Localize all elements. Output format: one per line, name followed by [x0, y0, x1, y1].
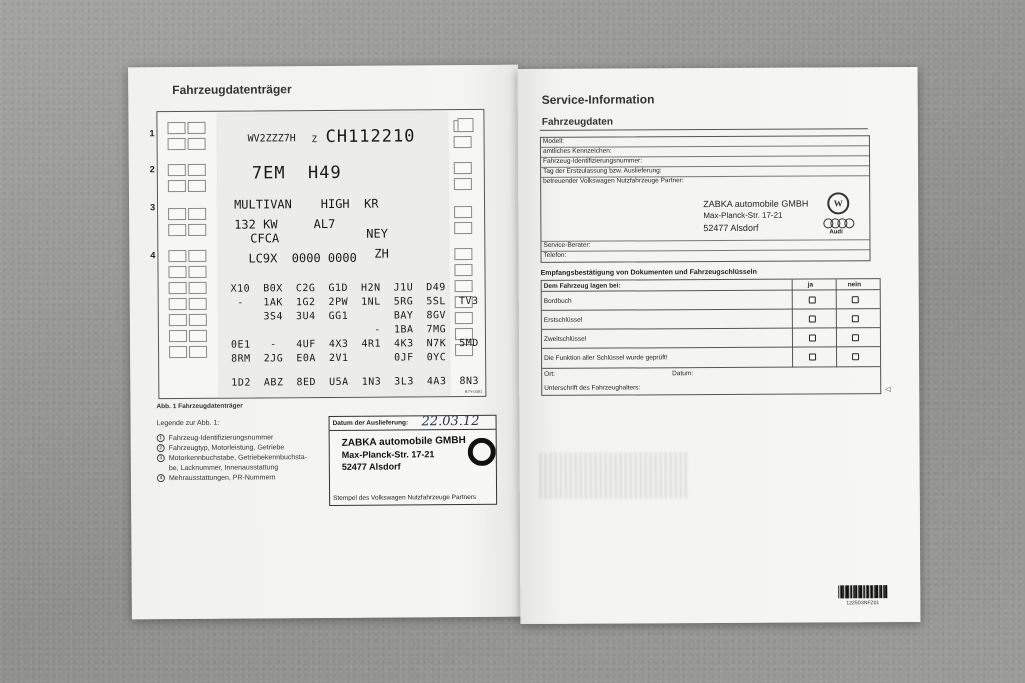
- pr-row: 0E1 - 4UF 4X3 4R1 4K3 N7K 5MD: [230, 337, 479, 351]
- legend-number: 1: [157, 434, 165, 442]
- grid-cell: [168, 138, 186, 150]
- grid-cell: [454, 162, 472, 174]
- delivery-date-label: Datum der Auslieferung:: [332, 419, 409, 427]
- pr-row: - 1AK 1G2 2PW 1NL 5RG 5SL TV3: [230, 295, 479, 309]
- vehicle-row-vin: Fahrzeug-Identifizierungsnummer:: [541, 156, 869, 168]
- phone-row: Telefon:: [543, 251, 567, 259]
- place-label: Ort:: [544, 370, 556, 378]
- barcode-bar: [868, 585, 869, 598]
- grid-cell: [168, 180, 186, 192]
- legend-number: 3: [157, 454, 165, 462]
- audi-rings-icon: [844, 218, 854, 228]
- pr-row: 3S4 3U4 GG1 BAY 8GV: [230, 310, 447, 323]
- section-divider: [540, 128, 868, 131]
- gearbox-code: NEY: [366, 226, 388, 241]
- grid-cell: [457, 118, 473, 132]
- receipt-table: [541, 278, 882, 396]
- model-line: MULTIVAN HIGH KR: [233, 196, 379, 212]
- grid-cell: [188, 224, 206, 236]
- section-receipt: Empfangsbestätigung von Dokumenten und Fahrzeugschlüsseln: [540, 268, 757, 277]
- legend-item: [157, 472, 327, 483]
- left-page: [128, 65, 522, 620]
- grid-cell: [188, 164, 206, 176]
- grid-cell: [169, 330, 187, 342]
- row-number-3: 3: [150, 202, 156, 213]
- vehicle-data-table: [540, 135, 871, 263]
- grid-cell: [188, 208, 206, 220]
- checkbox-yes[interactable]: [809, 334, 816, 341]
- partner-label: betreuender Volkswagen Nutzfahrzeuge Partner:: [543, 177, 684, 185]
- grid-cell: [188, 138, 206, 150]
- stamp-footer: Stempel des Volkswagen Nutzfahrzeuge Partners: [333, 493, 477, 502]
- legend-list: [157, 432, 327, 483]
- vehicle-row-plate: amtliches Kennzeichen:: [541, 146, 869, 158]
- grid-cell: [189, 346, 207, 358]
- row-number-1: 1: [149, 128, 155, 139]
- partner-street: Max-Planck-Str. 17-21: [703, 210, 783, 221]
- checkbox-yes[interactable]: [809, 353, 816, 360]
- grid-cell: [189, 282, 207, 294]
- vin-suffix: CH112210: [325, 126, 416, 147]
- legend-text: Fahrzeugtyp, Motorleistung, Getriebe: [168, 443, 285, 452]
- faded-stamp-imprint: [540, 452, 690, 499]
- grid-cell: [189, 330, 207, 342]
- grid-cell: [169, 282, 187, 294]
- grid-cell: [454, 248, 472, 260]
- receipt-item-label: Die Funktion aller Schlüssel wurde geprüft!: [544, 354, 668, 362]
- power-line: 132 KW AL7: [234, 216, 336, 232]
- checkbox-no[interactable]: [852, 334, 859, 341]
- engine-code: CFCA: [250, 231, 280, 246]
- row-number-4: 4: [150, 250, 156, 261]
- delivery-stamp-box: [329, 415, 498, 506]
- receipt-header-yes: ja: [807, 281, 814, 289]
- pr-row: - 1BA 7MG: [230, 324, 447, 337]
- paint-line: LC9X 0000 0000: [248, 250, 357, 266]
- checkbox-yes[interactable]: [809, 296, 816, 303]
- delivery-date-handwritten: 22.03.12: [421, 413, 480, 430]
- grid-cell: [168, 250, 186, 262]
- audi-wordmark: Audi: [829, 229, 843, 236]
- grid-cell: [168, 164, 186, 176]
- barcode-text: 1225D3NFZ01: [846, 600, 880, 607]
- date-label: Datum:: [672, 370, 694, 378]
- barcode: [838, 585, 888, 598]
- vehicle-type-code: 7EM H49: [251, 162, 342, 184]
- grid-cell: [187, 122, 205, 134]
- stamp-line-2: Max-Planck-Str. 17-21: [341, 449, 435, 460]
- grid-cell: [188, 180, 206, 192]
- figure-code: B7Y-0491: [464, 388, 483, 395]
- vin-prefix: WV2ZZZ7H: [247, 133, 296, 145]
- receipt-row-second-key: [542, 328, 880, 349]
- grid-cell: [188, 266, 206, 278]
- barcode-bar: [844, 585, 845, 598]
- vehicle-row-registration: Tag der Erstzulassung bzw. Auslieferung:: [541, 166, 869, 178]
- vehicle-row-partner: [541, 176, 869, 242]
- grid-cell: [454, 178, 472, 190]
- grid-cell: [455, 312, 473, 324]
- pr-row: 1D2 ABZ 8ED U5A 1N3 3L3 4A3 8N3: [231, 375, 480, 389]
- right-page-title: Service-Information: [541, 92, 655, 107]
- checkbox-no[interactable]: [852, 296, 859, 303]
- barcode-bar: [863, 585, 864, 598]
- arrow-icon: ◁: [885, 386, 891, 394]
- receipt-row-onboard-book: [542, 290, 880, 311]
- barcode-bar: [874, 585, 875, 598]
- section-vehicle-data: Fahrzeugdaten: [541, 116, 613, 128]
- vw-stamp-icon: [468, 438, 496, 466]
- barcode-bar: [886, 585, 888, 598]
- grid-cell: [169, 298, 187, 310]
- left-page-title: Fahrzeugdatenträger: [172, 82, 292, 98]
- figure-caption: Abb. 1 Fahrzeugdatenträger: [156, 402, 243, 411]
- service-advisor-row: Service-Berater:: [541, 240, 869, 252]
- legend-text: be, Lacknummer, Innenausstattung: [168, 463, 279, 472]
- legend-text: Fahrzeug-Identifizierungsnummer: [168, 433, 274, 442]
- grid-cell: [169, 346, 187, 358]
- right-page: [518, 67, 921, 624]
- stamp-line-3: 52477 Alsdorf: [341, 461, 401, 472]
- checkbox-no[interactable]: [852, 315, 859, 322]
- legend-number: 2: [157, 444, 165, 452]
- grid-cell: [168, 208, 186, 220]
- grid-cell: [168, 266, 186, 278]
- paint-suffix: ZH: [374, 246, 389, 261]
- stamp-line-1: ZABKA automobile GMBH: [341, 434, 466, 449]
- delivery-date-row: [330, 413, 496, 431]
- legend-text: Mehrausstattungen, PR-Nummern: [168, 473, 276, 482]
- row-number-2: 2: [149, 164, 155, 175]
- barcode-bar: [880, 585, 882, 598]
- grid-cell: [167, 122, 185, 134]
- receipt-header-no: nein: [847, 281, 862, 289]
- checkbox-no[interactable]: [852, 353, 859, 360]
- signature-label: Unterschrift des Fahrzeughalters:: [544, 384, 641, 392]
- grid-cell: [455, 280, 473, 292]
- receipt-item-label: Zweitschlüssel: [543, 335, 587, 343]
- vin-check-letter: Z: [311, 135, 318, 146]
- receipt-row-key-check: [542, 347, 880, 369]
- receipt-header-label: Dem Fahrzeug lagen bei:: [543, 282, 621, 290]
- grid-cell: [169, 314, 187, 326]
- legend-number: 4: [157, 474, 165, 482]
- pr-row: X10 B0X C2G G1D H2N J1U D49: [230, 282, 446, 295]
- barcode-bar: [856, 585, 858, 598]
- vehicle-row-model: Modell:: [541, 136, 869, 148]
- receipt-row-first-key: [542, 309, 880, 330]
- grid-cell: [168, 224, 186, 236]
- grid-cell: [454, 222, 472, 234]
- vw-logo-icon: W: [827, 192, 849, 214]
- legend-text: Motorkennbuchstabe, Getriebekennbuchsta-: [168, 453, 307, 462]
- barcode-bar: [850, 585, 852, 598]
- grid-cell: [454, 136, 472, 148]
- vehicle-data-carrier-figure: [149, 109, 486, 399]
- barcode-bar: [838, 585, 839, 598]
- legend-title: Legende zur Abb. 1:: [156, 419, 220, 428]
- partner-city: 52477 Alsdorf: [703, 222, 759, 234]
- pr-row: 8RM 2JG E0A 2V1 0JF 0YC: [231, 352, 447, 365]
- grid-cell: [454, 206, 472, 218]
- grid-cell: [189, 314, 207, 326]
- receipt-item-label: Bordbuch: [543, 297, 572, 305]
- grid-cell: [188, 250, 206, 262]
- grid-cell: [189, 298, 207, 310]
- receipt-item-label: Erstschlüssel: [543, 316, 583, 324]
- partner-name: ZABKA automobile GMBH: [703, 198, 809, 210]
- grid-cell: [454, 264, 472, 276]
- checkbox-yes[interactable]: [809, 315, 816, 322]
